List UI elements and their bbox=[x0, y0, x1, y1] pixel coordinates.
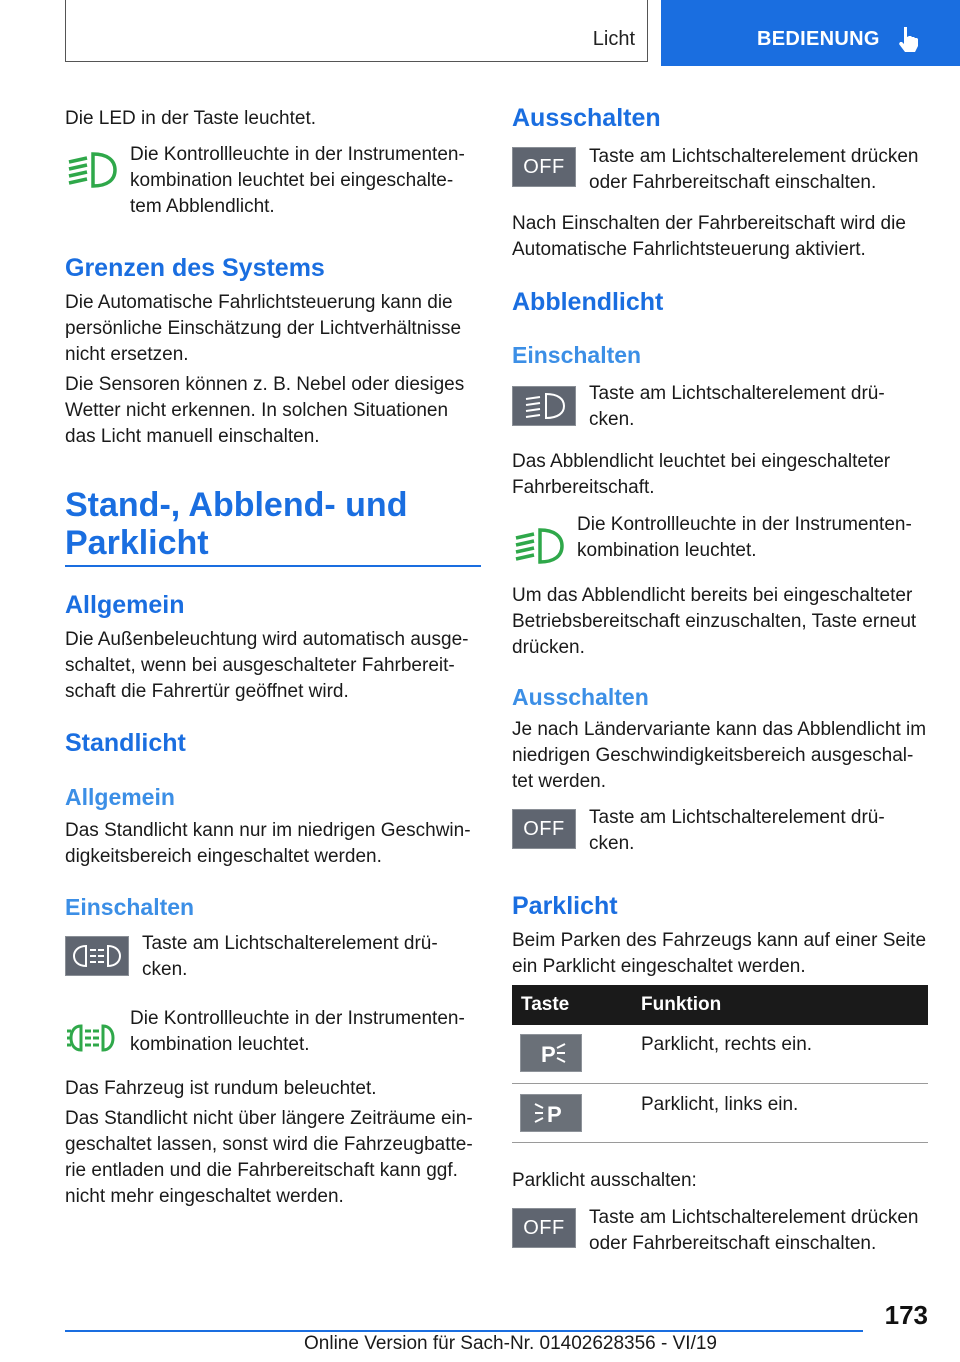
table-row-1-text: Parklicht, rechts ein. bbox=[641, 1034, 813, 1055]
heading-einschalten-stand: Einschalten bbox=[65, 894, 195, 920]
table-header bbox=[512, 985, 928, 1025]
park-left-icon bbox=[521, 1095, 581, 1131]
table-row-divider bbox=[512, 1083, 928, 1084]
taste-abblend-text: Taste am Lichtschalterelement drü- cken. bbox=[589, 383, 885, 430]
parking-light-icon bbox=[72, 943, 122, 969]
hand-pointer-icon bbox=[897, 26, 919, 52]
kontroll-text: Die Kontrollleuchte in der Instrumenten- kombination leuchtet. bbox=[577, 514, 912, 561]
table-header-funktion: Funktion bbox=[641, 994, 722, 1015]
rundum-text: Das Fahrzeug ist rundum beleuchtet. bbox=[65, 1078, 377, 1099]
heading-ausschalten-2: Ausschalten bbox=[512, 684, 649, 710]
off-button-3[interactable] bbox=[512, 1208, 576, 1248]
parking-light-indicator-icon bbox=[67, 1023, 117, 1053]
heading-stand-allgemein: Allgemein bbox=[65, 784, 175, 810]
table-row-2-button[interactable] bbox=[520, 1094, 582, 1132]
table-row-1-button[interactable] bbox=[520, 1034, 582, 1072]
off-label: OFF bbox=[523, 155, 565, 178]
header-chapter-tab[interactable] bbox=[661, 0, 960, 66]
heading-standlicht: Standlicht bbox=[65, 729, 186, 757]
park-aus-text: Parklicht ausschalten: bbox=[512, 1170, 697, 1191]
parken-text: Beim Parken des Fahrzeugs kann auf einer Seite ein Parklicht eingeschaltet werden. bbox=[512, 930, 927, 977]
heading-main: Stand-, Abblend- und Parklicht bbox=[65, 486, 408, 562]
kontroll-stand-text: Die Kontrollleuchte in der Instrumenten- kombination leuchtet. bbox=[130, 1008, 465, 1055]
low-beam-indicator-icon bbox=[67, 150, 117, 190]
page-number: 173 bbox=[884, 1300, 928, 1330]
kontroll-abblend-text: Die Kontrollleuchte in der Instrumenten- kombination leuchtet bei eingeschalte- tem Abblendlicht. bbox=[130, 144, 465, 217]
parking-light-button[interactable] bbox=[65, 936, 129, 976]
stand-allgemein-text: Das Standlicht kann nur im niedrigen Geschwin- digkeitsbereich eingeschaltet werden. bbox=[65, 820, 471, 867]
leuchtet-text: Das Abblendlicht leuchtet bei eingeschalteter Fahrbereitschaft. bbox=[512, 451, 891, 498]
off-button-2[interactable] bbox=[512, 809, 576, 849]
led-text: Die LED in der Taste leuchtet. bbox=[65, 108, 317, 129]
table-bottom-line bbox=[512, 1142, 928, 1143]
off-label-3: OFF bbox=[523, 1216, 565, 1239]
off-button-1[interactable] bbox=[512, 147, 576, 187]
footer-rule bbox=[65, 1330, 863, 1332]
low-beam-button[interactable] bbox=[512, 386, 576, 426]
off-label-2: OFF bbox=[523, 817, 565, 840]
grenzen-text-2: Die Sensoren können z. B. Nebel oder diesiges Wetter nicht erkennen. In solchen Situationen das Licht manuell einschalten. bbox=[65, 374, 465, 447]
heading-abblendlicht: Abblendlicht bbox=[512, 288, 664, 316]
laender-text: Je nach Ländervariante kann das Abblendlicht im niedrigen Geschwindigkeitsbereich ausgeschal- tet werden. bbox=[512, 719, 927, 792]
taste-off-text: Taste am Lichtschalterelement drü- cken. bbox=[589, 807, 885, 854]
heading-parklicht: Parklicht bbox=[512, 892, 618, 920]
table-header-taste: Taste bbox=[521, 994, 570, 1015]
table-row-2-text: Parklicht, links ein. bbox=[641, 1094, 799, 1115]
heading-grenzen: Grenzen des Systems bbox=[65, 254, 325, 282]
park-right-icon bbox=[521, 1035, 581, 1071]
nach-text: Nach Einschalten der Fahrbereitschaft wird die Automatische Fahrlichtsteuerung aktiviert. bbox=[512, 213, 906, 260]
heading-allgemein: Allgemein bbox=[65, 591, 185, 619]
heading-rule bbox=[65, 565, 481, 567]
header-section-title: Licht bbox=[592, 28, 635, 50]
svg-text:P: P bbox=[541, 1042, 556, 1067]
low-beam-indicator-icon-2 bbox=[514, 526, 564, 566]
off-text-1: Taste am Lichtschalterelement drücken oder Fahrbereitschaft einschalten. bbox=[589, 146, 919, 193]
footer-text: Online Version für Sach-Nr. 01402628356 - VI/19 bbox=[304, 1333, 717, 1354]
svg-text:P: P bbox=[547, 1102, 562, 1127]
allgemein-text: Die Außenbeleuchtung wird automatisch ausge- schaltet, wenn bei ausgeschalteter Fahrbereit- schaft die Fahrertür geöffnet wird. bbox=[65, 629, 469, 702]
nicht-lange-text: Das Standlicht nicht über längere Zeiträume ein- geschaltet lassen, sonst wird die Fahrzeugbatte- rie entladen und die Fahrbereitschaft kann ggf. nicht mehr eingeschaltet werden. bbox=[65, 1108, 473, 1207]
chapter-label: BEDIENUNG bbox=[757, 28, 880, 50]
grenzen-text-1: Die Automatische Fahrlichtsteuerung kann die persönliche Einschätzung der Lichtverhältnisse nicht ersetzen. bbox=[65, 292, 462, 365]
um-text: Um das Abblendlicht bereits bei eingeschalteter Betriebsbereitschaft einzuschalten, Taste erneut drücken. bbox=[512, 585, 917, 658]
header-frame bbox=[65, 0, 648, 62]
off-text-2: Taste am Lichtschalterelement drücken oder Fahrbereitschaft einschalten. bbox=[589, 1207, 919, 1254]
heading-einschalten-abblend: Einschalten bbox=[512, 342, 642, 368]
heading-ausschalten-1: Ausschalten bbox=[512, 104, 661, 132]
low-beam-icon bbox=[522, 392, 566, 420]
taste-stand-text: Taste am Lichtschalterelement drü- cken. bbox=[142, 933, 438, 980]
